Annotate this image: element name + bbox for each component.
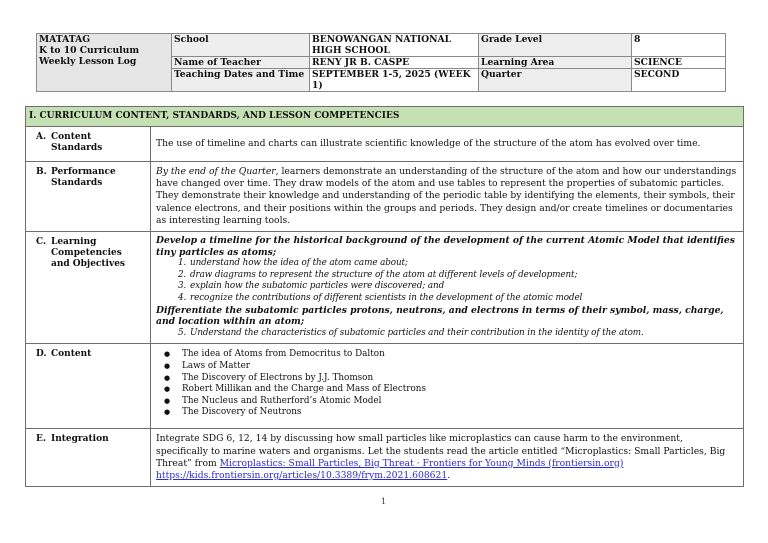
row-label (26, 127, 151, 162)
row-label (26, 429, 151, 487)
content-topics-list (156, 349, 737, 419)
teaching-dates-value: SEPTEMBER 1-5, 2025 (WEEK 1) (310, 69, 479, 92)
objective-item: 1. understand how the idea of the atom came about; (178, 258, 408, 269)
bullet-icon: ● (164, 385, 171, 394)
school-label: School (172, 34, 310, 57)
integration-cell (151, 429, 744, 487)
bullet-icon: ● (164, 350, 171, 359)
bullet-icon: ● (164, 408, 171, 417)
teacher-value: RENY JR B. CASPE (310, 57, 479, 69)
objective-item: 2. draw diagrams to represent the structure of the atom at different levels of development; (178, 269, 578, 280)
integration-text: Integrate SDG 6, 12, 14 by discussing how small particles like microplastics can cause harm to the environment, specifically to marine waters and organisms. Let the students read the article entitled “Microplastics: Small Particles, Big Threat” from (156, 433, 726, 469)
row-letter: B. (36, 167, 47, 177)
competency-2: Differentiate the subatomic particles protons, neutrons, and electrons in terms of their symbol, mass, charge, and location within an atom; (156, 304, 724, 328)
row-integration (26, 429, 744, 487)
row-label (26, 162, 151, 232)
row-label-text: Performance Standards (51, 167, 116, 188)
row-label (26, 344, 151, 429)
article-link[interactable]: Microplastics: Small Particles, Big Threat · Frontiers for Young Minds (frontiersin.org) (219, 457, 624, 469)
lesson-log-header-table (36, 33, 726, 92)
grade-level-label: Grade Level (479, 34, 632, 57)
row-label-text: Content (51, 349, 92, 360)
brand-line-1: MATATAG (39, 34, 91, 45)
content-topic: ● Robert Millikan and the Charge and Mass of Electrons (164, 384, 426, 395)
row-letter: A. (36, 132, 47, 142)
learning-area-label: Learning Area (479, 57, 632, 69)
curriculum-table (25, 106, 744, 487)
content-topic: ● Laws of Matter (164, 360, 251, 371)
bullet-icon: ● (164, 396, 171, 405)
section-title: I. CURRICULUM CONTENT, STANDARDS, AND LESSON COMPETENCIES (26, 107, 744, 127)
quarter-label: Quarter (479, 69, 632, 92)
row-content-standards (26, 127, 744, 162)
curriculum-brand (37, 34, 172, 92)
content-topic: ● The idea of Atoms from Democritus to Dalton (164, 349, 385, 360)
quarter-value: SECOND (632, 69, 726, 92)
objectives-list-1 (156, 258, 737, 304)
row-performance-standards (26, 162, 744, 232)
bullet-icon: ● (164, 373, 171, 382)
content-cell (151, 344, 744, 429)
integration-end: . (447, 469, 451, 481)
content-standards-text: The use of timeline and charts can illustrate scientific knowledge of the structure of the atom has evolved over time. (151, 127, 744, 162)
learning-competencies-cell (151, 232, 744, 344)
content-topic: ● The Discovery of Electrons by J.J. Thomson (164, 372, 374, 383)
bullet-icon: ● (164, 361, 171, 370)
row-label-text: Learning Competencies and Objectives (51, 237, 125, 270)
row-content (26, 344, 744, 429)
performance-intro: By the end of the Quarter (156, 166, 276, 177)
article-url-link[interactable]: https://kids.frontiersin.org/articles/10.3389/frym.2021.608621 (156, 469, 448, 481)
objective-item: 3. explain how the subatomic particles were discovered; and (178, 281, 445, 292)
brand-line-2: K to 10 Curriculum (39, 45, 140, 56)
performance-standards-text: , learners demonstrate an understanding of the structure of the atom and how our understandings have changed over time. They draw models of the atom and use tables to represent the properties of subatomic particles. They demonstrate their knowledge and understanding of the periodic table by identifying the elements, their symbols, their valence electrons, and their positions within the groups and periods. They design and/or create timelines or documentaries as interesting learning tools. (156, 166, 737, 226)
content-topic: ● The Discovery of Neutrons (164, 407, 302, 418)
row-label-text: Integration (51, 434, 109, 445)
row-letter: D. (36, 349, 47, 360)
objective-item: 4. recognize the contributions of different scientists in the development of the atomic model (178, 292, 583, 303)
performance-standards-cell (151, 162, 744, 232)
row-label-text: Content Standards (51, 132, 103, 153)
row-learning-competencies (26, 232, 744, 344)
teaching-dates-label: Teaching Dates and Time (172, 69, 310, 92)
row-letter: E. (36, 434, 46, 445)
school-value: BENOWANGAN NATIONAL HIGH SCHOOL (310, 34, 479, 57)
brand-line-3: Weekly Lesson Log (39, 56, 137, 67)
objectives-list-2 (156, 328, 737, 340)
row-letter: C. (36, 237, 47, 248)
competency-1: Develop a timeline for the historical background of the development of the current Atomic Model that identifies tiny particles as atoms; (156, 235, 735, 258)
grade-level-value: 8 (632, 34, 726, 57)
objective-item: 5. Understand the characteristics of subatomic particles and their contribution in the identity of the atom. (178, 327, 644, 338)
learning-area-value: SCIENCE (632, 57, 726, 69)
teacher-label: Name of Teacher (172, 57, 310, 69)
page-number: 1 (381, 497, 387, 506)
content-topic: ● The Nucleus and Rutherford’s Atomic Model (164, 395, 382, 406)
row-label (26, 232, 151, 344)
